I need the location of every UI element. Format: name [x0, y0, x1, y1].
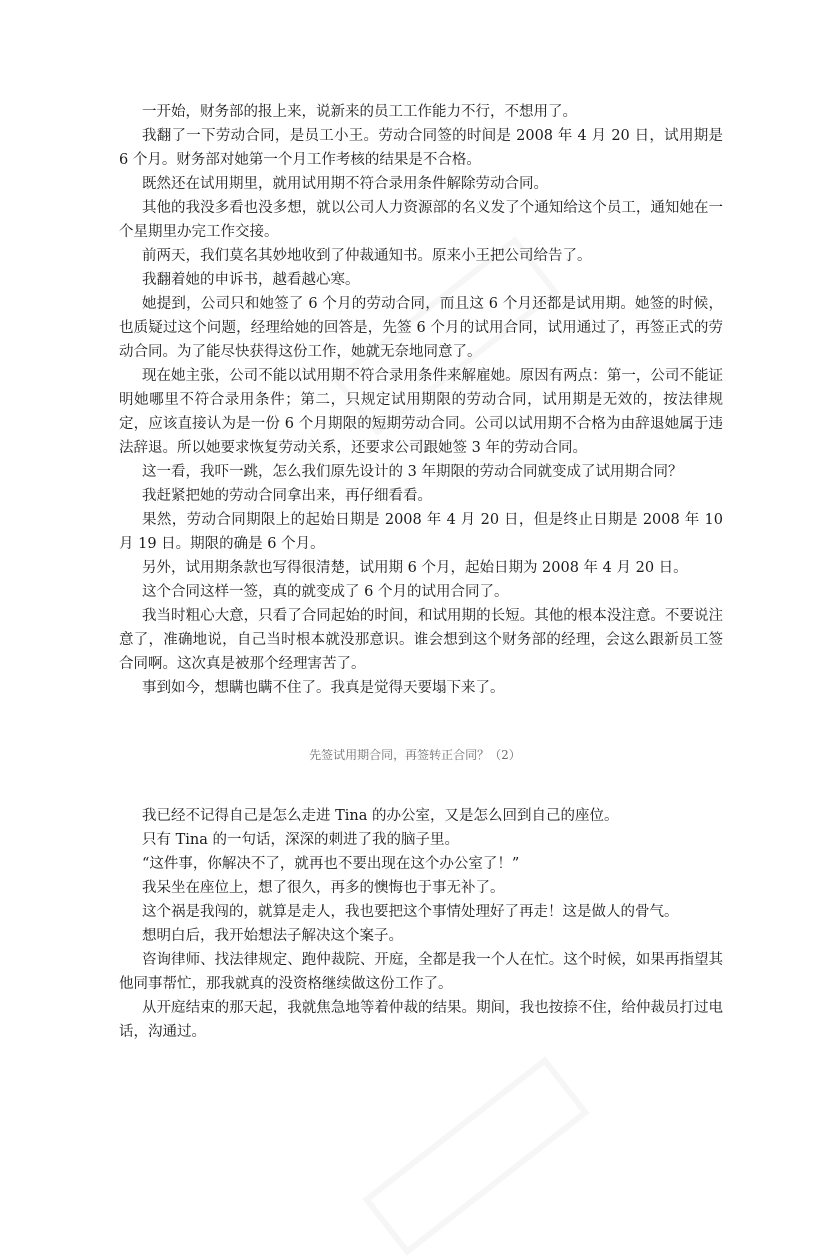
paragraph: 这个祸是我闯的，就算是走人，我也要把这个事情处理好了再走！这是做人的骨气。 [142, 904, 679, 920]
paragraph: 一开始，财务部的报上来，说新来的员工工作能力不行，不想用了。 [142, 104, 577, 120]
paragraph: 我当时粗心大意，只看了合同起始的时间，和试用期的长短。其他的根本没注意。不要说注意了，准确地说，自己当时根本就没那意识。谁会想到这个财务部的经理，会这么跟新员工签合同啊。这次真是被那个经理害苦了。 [119, 608, 723, 672]
paragraph: 另外，试用期条款也写得很清楚，试用期 6 个月，起始日期为 2008 年 4 月 20 日。 [142, 560, 688, 576]
paragraph: 现在她主张，公司不能以试用期不符合录用条件来解雇她。原因有两点：第一，公司不能证明她哪里不符合录用条件；第二，只规定试用期限的劳动合同，试用期是无效的，按法律规定，应该直接认为是一份 6 个月期限的短期劳动合同。公司以试用期不合格为由辞退她属于违法辞退。所以她要求恢复劳动关系，还要求公司跟她签 3 年的劳动合同。 [119, 368, 723, 456]
paragraph: 我翻着她的申诉书，越看越心寒。 [142, 272, 360, 288]
paragraph: 我呆坐在座位上，想了很久，再多的懊悔也于事无补了。 [142, 880, 505, 896]
paragraph: 前两天，我们莫名其妙地收到了仲裁通知书。原来小王把公司给告了。 [142, 248, 592, 264]
paragraph: 这一看，我吓一跳，怎么我们原先设计的 3 年期限的劳动合同就变成了试用期合同？ [142, 464, 683, 480]
watermark-shape [362, 1056, 589, 1256]
paragraph: 果然，劳动合同期限上的起始日期是 2008 年 4 月 20 日，但是终止日期是 2008 年 10 月 19 日。期限的确是 6 个月。 [119, 512, 723, 552]
paragraph: 既然还在试用期里，就用试用期不符合录用条件解除劳动合同。 [142, 176, 548, 192]
article-body-part1 [119, 100, 723, 700]
paragraph: 事到如今，想瞒也瞒不住了。我真是觉得天要塌下来了。 [142, 680, 505, 696]
paragraph: 从开庭结束的那天起，我就焦急地等着仲裁的结果。期间，我也按捺不住，给仲裁员打过电话，沟通过。 [119, 1000, 723, 1040]
paragraph: 想明白后，我开始想法子解决这个案子。 [142, 928, 403, 944]
paragraph: 咨询律师、找法律规定、跑仲裁院、开庭，全都是我一个人在忙。这个时候，如果再指望其他同事帮忙，那我就真的没资格继续做这份工作了。 [119, 952, 723, 992]
paragraph: 只有 Tina 的一句话，深深的刺进了我的脑子里。 [142, 832, 460, 848]
paragraph: 我已经不记得自己是怎么走进 Tina 的办公室，又是怎么回到自己的座位。 [142, 808, 619, 824]
paragraph: 我赶紧把她的劳动合同拿出来，再仔细看看。 [142, 488, 432, 504]
section-heading: 先签试用期合同，再签转正合同？（2） [309, 748, 521, 762]
paragraph: 我翻了一下劳动合同，是员工小王。劳动合同签的时间是 2008 年 4 月 20 日，试用期是 6 个月。财务部对她第一个月工作考核的结果是不合格。 [119, 128, 723, 168]
article-body-part2 [119, 804, 723, 1044]
paragraph: 她提到，公司只和她签了 6 个月的劳动合同，而且这 6 个月还都是试用期。她签的时候，也质疑过这个问题，经理给她的回答是，先签 6 个月的试用合同，试用通过了，再签正式的劳动合同。为了能尽快获得这份工作，她就无奈地同意了。 [119, 296, 723, 360]
paragraph: “这件事，你解决不了，就再也不要出现在这个办公室了！” [142, 856, 520, 872]
paragraph: 这个合同这样一签，真的就变成了 6 个月的试用合同了。 [142, 584, 509, 600]
paragraph: 其他的我没多看也没多想，就以公司人力资源部的名义发了个通知给这个员工，通知她在一个星期里办完工作交接。 [119, 200, 723, 240]
